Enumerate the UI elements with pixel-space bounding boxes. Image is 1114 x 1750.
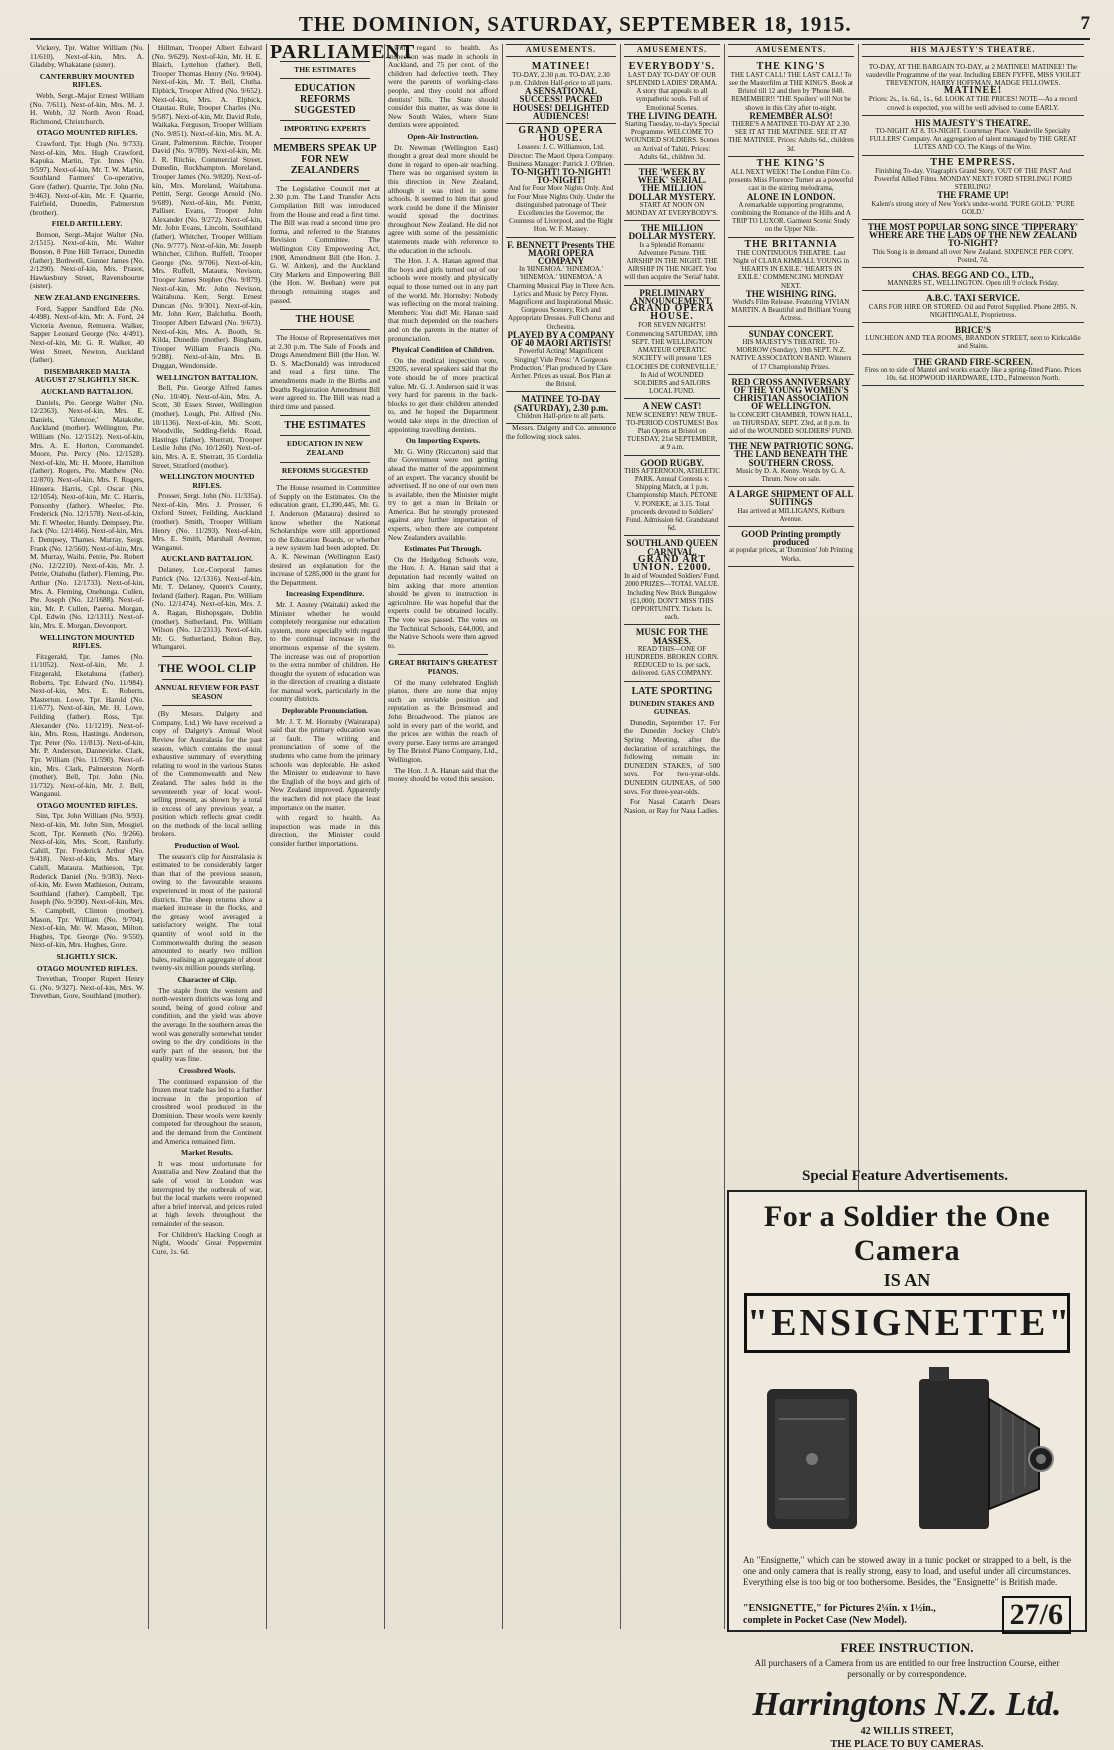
ad-highlight: THE FRAME UP!: [937, 190, 1009, 201]
section-heading: THE ESTIMATES: [294, 64, 356, 74]
advertisement: [506, 392, 616, 424]
paragraph: Of the many celebrated English pianos, there are none that enjoy such an enviable position and reputation as the Brinsmead and John Broadwood. The pianos are sold in every part of the world, and the prices are within the reach of every purse. Easy terms are arranged by The Bristol Piano Company, Ltd., Wellington.: [388, 677, 498, 764]
paragraph: Mr. J. Anstey (Waitaki) asked the Minister whether he would completely reorganise our education system, more especially with regard to the continual increase in the enormous expense of the system. The increase was out of proportion to the extra number of children. He thought the system of education was in the direction of creating a distaste for manual work, particularly in the country districts.: [270, 599, 380, 704]
ad-title: THE NEW PATRIOTIC SONG.: [728, 441, 854, 452]
ad-text: Has arrived at MILLIGAN'S, Kelburn Avenue.: [737, 506, 845, 523]
ad-highlight: TO-NIGHT! TO-NIGHT! TO-NIGHT!: [511, 167, 611, 186]
section-heading: NEW ZEALAND ENGINEERS.: [34, 293, 140, 303]
ad-title: CHAS. BEGG AND CO., LTD.,: [912, 270, 1034, 281]
paragraph: Webb, Sergt.-Major Ernest William (No. 7/611). Next-of-kin, Mrs. M. J. H. Webb, 32 North Avon Road, Richmond, Christchurch.: [30, 90, 144, 126]
ad-text: Children Half-price to all parts.: [516, 411, 606, 420]
folded-camera-icon: [767, 1389, 857, 1529]
ad-text: CARS FOR HIRE OR STORED. Oil and Petrol Supplied. Phone 2895. N. NIGHTINGALE, Proprietress.: [868, 302, 1078, 319]
advertisement: [862, 220, 1084, 268]
ad-highlight: PLAYED BY A COMPANY OF 40 MAORI ARTISTS!: [507, 329, 615, 349]
price-row: [743, 1596, 1071, 1634]
advertisement: [624, 399, 720, 455]
ad-text: TO-DAY, AT THE BARGAIN TO-DAY, at 2 MATINEE! MATINEE! The vaudeville Programme of the year. Including EBEN FYFFE, MISS VIOLET TREVENTON, HARRY HOFFMAN, MADGE FELLOWES.: [865, 62, 1081, 87]
price-label: "ENSIGNETTE," for Pictures 2¼in. x 1½in., complete in Pocket Case (New Model).: [743, 1603, 936, 1626]
article-subheadline: MEMBERS SPEAK UP FOR NEW ZEALANDERS: [273, 142, 377, 176]
advertisement: [506, 124, 616, 238]
section-heading: THE HOUSE: [295, 314, 355, 326]
ad-title: THE EMPRESS.: [930, 156, 1016, 168]
divider: [162, 656, 252, 657]
ad-highlight: A SENSATIONAL SUCCESS! PACKED HOUSES! DELIGHTED AUDIENCES!: [512, 86, 610, 121]
ensignette-camera-ad: [727, 1190, 1087, 1750]
paragraph: The season's clip for Australasia is estimated to be considerably larger than that of the previous season, owing to the favourable seasons experienced in most of the pastoral districts. The sheep returns show a marked increase in the flocks, and the greasy wool averaged a satisfactory weight. The total quantity of wool sold in the Commonwealth during the season amounted to nearly two million bales, realising an aggregate of about twenty-six million pounds sterling.: [152, 851, 262, 973]
column-rule: [502, 44, 503, 1629]
ad-text: Powerful Acting! Magnificent Singing! Vide Press: 'A Gorgeous Production.' Plan produced by Clare Archer. Prices as usual. Box Plan at the Bristol.: [510, 347, 612, 389]
article-subheadline: ANNUAL REVIEW FOR PAST SEASON: [154, 682, 260, 701]
ad-title: PRELIMINARY ANNOUNCEMENT.: [631, 287, 713, 306]
paragraph: with regard to health. As inspection was made in this direction, the Minister could consider further importations.: [270, 813, 380, 848]
column-rule: [620, 44, 621, 1629]
ad-text: In CONCERT CHAMBER, TOWN HALL, on THURSDAY, SEPT. 23rd, at 8 p.m. In aid of the WOUNDED SOLDIERS' FUND.: [729, 410, 853, 435]
paragraph: Prosser, Sergt. John (No. 11/335a). Next-of-kin, Mrs. J. Prosser, 6 Oxford Street, Feilding, Auckland (mother). Smith, Trooper William Henry (No. 11/293). Next-of-kin, Mrs. E. Smith, Marshall Avenue, Wanganui.: [152, 491, 262, 552]
advertisement: [862, 355, 1084, 387]
paragraph: Sim, Tpr. John William (No. 9/93). Next-of-kin, Mr. John Sim, Mosgiel. Scott, Tpr. Kenneth (No. 9/266). Next-of-kin, Mrs. Scott, Ranfurly. Cahill, Tpr. Frederick Arthur (No. 9/418). Next-of-kin, Mrs. Mary Cahill, Mataura. Mathieson, Tpr. Roderick Daniel (No. 9/383). Next-of-kin, Mr. Ewen Mathieson, Outram, Southland (father). Campbell, Tpr. Joseph (No. 9/390). Next-of-kin, Mrs. S. Campbell, Clinton (mother). Mason, Tpr. William (No. 9/704). Next-of-kin, Mr. W. Mason, Milton. Hughes, Tpr. George (No. 9/550). Next-of-kin, Mrs. Hughes, Gore.: [30, 811, 144, 950]
ad-highlight: THE MILLION DOLLAR MYSTERY.: [628, 183, 716, 202]
divider: [280, 309, 370, 310]
divider: [398, 654, 488, 655]
ad-title: THE KING'S: [756, 157, 826, 169]
ad-text: NEW SCENERY! NEW TRUE-TO-PERIOD COSTUMES! Box Plan Opens at Bristol on TUESDAY, 21st SEPTEMBER, at 9 a.m.: [626, 410, 718, 452]
ad-title: A.B.C. TAXI SERVICE.: [926, 293, 1020, 304]
ad-title: A NEW CAST!: [642, 401, 702, 412]
paragraph: Delaney, Lce.-Corporal James Patrick (No. 12/1316). Next-of-kin, Mr. T. Delaney, Queen's County, Ireland (father). Ragan, Pte. William (No. 12/1474). Next-of-kin, Mrs. J. A. Ragan, Bishopsgate, Dublin (mother). Sutherland, Pte. William Wilson (No. 12/2313). Next-of-kin, Mr. G. Sutherland, Bolton Bay, Whangarei.: [152, 565, 262, 652]
price: 27/6: [1002, 1596, 1071, 1634]
advertisement: [728, 157, 854, 238]
paragraph: Hillman, Trooper Albert Edward (No. 9/629). Next-of-kin, Mr. H. E. Blaich, Lyttelton (father). Bell, Trooper Thomas Henry (No. 9/604). Next-of-kin, Mr. T. Bell, Clutha. Elphick, Trooper Alfred (No. 9/652). Next-of-kin, Mrs. A. Elphick, Otautau. Rule, Trooper Charles (No. 9/587). Next-of-kin, Mr. David Rule, Waikaka. Ferguson, Trooper William (No. 9/851). Next-of-kin, Mrs. M. A. Grant, Palmerston. Ritchie, Trooper David (No. 9/789). Next-of-kin, Mr. J. R. Ritchie, Commercial Street, Dunedin, Rockhampton. Moreland, Trooper James (No. 9/820). Next-of-kin, Mrs. Moreland, Waitahuna. Pettitt, Sergt. George Arnold (No. 9/689). Next-of-kin, Mr. Pettitt, Palliser. Evans, Trooper John Alexander (No. 9/272). Next-of-kin, Mr. John Evans, Lincoln, Southland (father). Whitcher, Trooper William (No. 9/777). Next-of-kin, Mr. Joseph Whitcher, Clifton. Ruffell, Trooper George (No. 9/706). Next-of-kin, Mrs. Ruffell, Mataura. Nevison, Trooper James Stephen (No. 9/879). Next-of-kin, Mr. John Nevison, Waitahuna. Kerr, Sergt. Ernest Duncan (No. 9/301). Next-of-kin, Mr. John Kerr, Balclutha. Booth, Trooper Albert Edward (No. 9/673). Next-of-kin, Mrs. A. Booth, St. Kilda, Dunedin (mother). Bingham, Trooper William Francis (No. 9/288). Next-of-kin, Mrs. B. Duggan, Wendonside.: [152, 43, 262, 370]
section-heading: WELLINGTON MOUNTED RIFLES.: [159, 472, 255, 490]
divider: [280, 180, 370, 181]
paragraph: Trevethan, Trooper Rupert Henry G. (No. 9/327). Next-of-kin, Mrs. W. Trevethan, Gore, Southland (mother).: [30, 974, 144, 1001]
ad-title: A LARGE SHIPMENT OF ALL SUITINGS: [728, 489, 854, 508]
column-1: [30, 44, 144, 1629]
column-7: [728, 44, 854, 1164]
ad-text: A remarkable supporting programme, combining the Romance of the Hills and A TRIP TO LUXOR. Garment Scenic Study on the Upper Nile.: [731, 200, 851, 234]
ad-highlight: ALONE IN LONDON.: [746, 191, 836, 202]
column-rule: [266, 44, 267, 1629]
advertisement: [728, 487, 854, 527]
advertisement: [728, 60, 854, 157]
ensignette-banner: "ENSIGNETTE": [744, 1293, 1070, 1353]
ad-text: Starting Tuesday, to-day's Special Programme. WELCOME TO WOUNDED SOLDIERS. Scenes on Arrival of Tahiti. Prices: Adults 6d., children 3d.: [624, 120, 720, 161]
divider: [280, 138, 370, 139]
camera-illustration: [749, 1359, 1065, 1549]
ad-text: Music by D. A. Kenny. Words by G. A. Thrum. Now on sale.: [736, 466, 846, 483]
ad-title: THE MOST POPULAR SONG SINCE 'TIPPERARY': [867, 222, 1079, 233]
section-header: AMUSEMENTS.: [728, 44, 854, 57]
ad-text: Is a Splendid Romantic Adventure Picture. THE AIRSHIP IN THE NIGHT. THE AIRSHIP IN THE NIGHT. You will then acquire the 'Serial' habit.: [624, 240, 720, 282]
ad-title: GOOD Printing promptly produced: [741, 528, 841, 548]
free-instruction-title: FREE INSTRUCTION.: [840, 1640, 974, 1655]
paragraph: Daniels, Pte. George Walter (No. 12/2363). Next-of-kin, Mrs. E. Daniels, 'Glencoe,' Matakohe, Auckland (mother). Wellington, Pte. William (No. 12/1512). Next-of-kin, Mrs. A. E. Horton, Coromandel. Moore, Pte. Percy (No. 12/1528). Next-of-kin, Mr. H. Moore, Hamilton (father). Rogers, Pte. Matthew (No. 12/870). Next-of-kin, Mrs. F. Rogers, Hinuera. Harris, Cpl. Oscar (No. 12/1054). Next-of-kin, Mr. C. Harris, Ponsonby (father). Wheeler, Pte. Frederick (No. 12/1578). Next-of-kin, Mr. F. Wheeler, Huntly. Dempsey, Pte. Jack (No. 12/1466). Next-of-kin, Mrs. J. Dempsey, Thames. Murray, Sergt. Frank (No. 12/560). Next-of-kin, Mrs. M. Murray, Waihi. Petrie, Pte. Robert (No. 12/2210). Next-of-kin, Mr. J. Petrie, Otahuhu (father). Fleming, Pte. Arthur (No. 12/1733). Next-of-kin, Mrs. A. Fleming, Onehunga. Cullen, Pte. Joseph (No. 12/1688). Next-of-kin, Mr. P. Cullen, Paeroa. Morgan, Cpl. Edwin (No. 12/1311). Next-of-kin, Mrs. E. Morgan, Devonport.: [30, 397, 144, 630]
ad-headline: For a Soldier the One Camera: [763, 1200, 1051, 1267]
ad-title: THE GRAND FIRE-SCREEN.: [913, 356, 1033, 367]
paragraph: Crawford, Tpr. Hugh (No. 9/733). Next-of-kin, Mrs. Hugh Crawford, Kapuka. Martin, Tpr. Innes (No. 9/597). Next-of-kin, Mr. T. W. Martin, Southland Farmers' Co-operative, Gore (father). Quarrie, Tpr. John (No. 9/463). Next-of-kin, Mr. F. Quarrie, Fairfield, Dunedin, Palmerston (brother).: [30, 138, 144, 217]
paragraph: For Children's Hacking Cough at Night, Woods' Great Peppermint Cure, 1s. 6d.: [152, 1229, 262, 1256]
column-rule: [384, 44, 385, 1629]
ad-title: HIS MAJESTY'S THEATRE.: [915, 117, 1031, 128]
column-4: [388, 44, 498, 1629]
ad-text: And for Four More Nights Only. And for Four More Nights Only. Under the distinguished patronage of Their Excellencies the Governor, the Countess of Liverpool, and the Right Hon. W. F. Massey.: [507, 184, 615, 234]
ad-title: RED CROSS ANNIVERSARY OF THE YOUNG WOMEN'S CHRISTIAN ASSOCIATION OF WELLINGTON.: [731, 376, 851, 412]
advertisement: [624, 286, 720, 400]
advertisement: [728, 527, 854, 567]
advertisement: [728, 439, 854, 487]
advertisement: [862, 60, 1084, 116]
ad-highlight: REMEMBER ALSO!: [749, 110, 833, 121]
advertisement: [624, 536, 720, 625]
section-heading: THE ESTIMATES: [284, 420, 366, 432]
paragraph: The staple from the western and north-western districts was long and sound, being of good colour and condition, and the yield was above the average. In the southern areas the wool was generally somewhat tender owing to the dry conditions in the early part of the season, but the quality was fine.: [152, 985, 262, 1064]
ad-title: BRICE'S: [954, 325, 991, 336]
column-5: [506, 44, 616, 1629]
paragraph: The Legislative Council met at 2.30 p.m. The Land Transfer Acts Compilation Bill was introduced from the House and read a first time. The Bill was read a second time pro forma, and referred to the Statutes Revision Committee. The Wellington City Empowering Act, 1908, Amendment Bill (the Hon. J. G. W. Aitken), and the Auckland City Markets and Empowering Bill (the Hon. W. Beehan) were put through remaining stages and passed.: [270, 183, 380, 305]
section-heading: OTAGO MOUNTED RIFLES.: [36, 128, 138, 138]
divider: [162, 705, 252, 706]
page-number: 7: [1080, 13, 1090, 34]
ad-text: ALL NEXT WEEK! The London Film Co. presents Miss Florence Turner as a powerful cast in the stirring melodrama,: [728, 168, 854, 193]
section-heading: OTAGO MOUNTED RIFLES.: [36, 800, 138, 810]
section-heading: AUCKLAND BATTALION.: [40, 386, 134, 396]
article-headline: LATE SPORTING: [631, 685, 713, 697]
article-headline: PARLIAMENT: [270, 41, 416, 63]
paragraph: Mr. J. T. M. Hornsby (Wairarapa) said that the primary education was at fault. The writing and pronunciation of some of the students who came from the primary schools was deplorable. He asked the Minister to endeavour to have the English of the boys and girls of New Zealand improved. Apparently the teachers did not place the least importance on the matter.: [270, 716, 380, 812]
paragraph: The Hon. J. A. Hanan agreed that the boys and girls turned out of our schools were mostly and physically equal to those turned out in any part of the world. Mr. Hornsby: Nobody was reflecting on the moral training. Members: You did! Mr. Hanan said that much depended on the teachers and on the parents in the matter of pronunciation.: [388, 256, 498, 343]
advertisement: [862, 323, 1084, 355]
ad-text: TO-NIGHT AT 8. TO-NIGHT. Courtenay Place. Vaudeville Specialty FULLERS' Company. An aggregation of talent managed by THE GREAT LUTES AND CO. The Kings of the Wire.: [869, 127, 1077, 152]
ad-text: START AT NOON ON MONDAY AT EVERYBODY'S.: [626, 200, 718, 218]
store-address: 42 WILLIS STREET,: [860, 1726, 954, 1737]
divider: [280, 479, 370, 480]
paragraph: with regard to health. As inspection was made in schools in Auckland, and 75 per cent. of the children had defective teeth. They were the parents of working-class people, and they could not afford dentists' bills. The State should consider this matter, as was done in New South Wales, where State dentists were appointed.: [388, 43, 498, 130]
paragraph: Ford, Sapper Sandford Ede (No. 4/498). Next-of-kin, Mr. A. Ford, 24 Victoria Avenue, Remuera. Walker, Sapper Leonard George (No. 4/491). Next-of-kin, Mr. G. R. Walker, 40 West Street, Newton, Auckland (father).: [30, 303, 144, 365]
divider: [280, 462, 370, 463]
paragraph: Mr. G. Witty (Riccarton) said that the Government were not getting ahead the matter of the appointment of an expert. The vacancy should be advertised. If no one of our own men is available, then the Minister might try to get a man in Britain or America. But he strongly protested against any further importation of experts, when there are competent New Zealanders available.: [388, 446, 498, 542]
ad-text: HIS MAJESTY'S THEATRE. TO-MORROW (Sunday), 19th SEPT. N.Z. NATIVE ASSOCIATION BAND. Winners of 17 Championship Prizes.: [730, 337, 852, 371]
advertisement: [728, 238, 854, 327]
ad-title: SUNDAY CONCERT.: [748, 328, 834, 339]
ad-title: MATINEE TO-DAY (SATURDAY), 2.30 p.m.: [513, 394, 608, 413]
divider: [280, 78, 370, 79]
ad-highlight: THE LAND BENEATH THE SOUTHERN CROSS.: [734, 449, 848, 468]
article-subheadline: EDUCATION IN NEW ZEALAND: [286, 439, 364, 458]
ad-title: MUSIC FOR THE MASSES.: [635, 627, 709, 646]
paragraph: The continued expansion of the frozen meat trade has led to a further increase in the proportion of crossbred wool produced in the Dominion. These wools were keenly competed for throughout the season, and the demand from the Continent and America remained firm.: [152, 1076, 262, 1146]
ad-title: EVERYBODY'S.: [628, 60, 716, 72]
article-headline: THE WOOL CLIP: [158, 660, 256, 675]
advertisement: [862, 156, 1084, 220]
ad-subheadline: IS AN: [883, 1270, 931, 1290]
ad-highlight: THE WISHING RING.: [745, 288, 837, 299]
paragraph: Bonson, Sergt.-Major Walter (No. 2/1515). Next-of-kin, Mr. Walter Bonson, 8 Pine Hill Terrace, Dunedin (father). Bothwell, Gunner James (No. 2/1290). Next-of-kin, Mrs. Prasor, Hawkesbury Street, Ravensbourne (sister).: [30, 229, 144, 291]
ad-text: In 'HINEMOA.' 'HINEMOA.' 'HINEMOA.' 'HINEMOA.' A Charming Musical Play in Three Acts. Lyrics and Music by Percy Flynn. Magnificent and Inspirational Music. Gorgeous Scenery, Rich and Appropriate Dresses. Full Chorus and Orchestra.: [507, 265, 615, 331]
advertisement: [624, 625, 720, 681]
section-header: AMUSEMENTS.: [506, 44, 616, 57]
ad-title: SOUTHLAND QUEEN CARNIVAL.: [626, 538, 718, 557]
divider: [280, 435, 370, 436]
advertisement: [624, 456, 720, 537]
ad-text: FOR SEVEN NIGHTS! Commencing SATURDAY, 18th SEPT. THE WELLINGTON AMATEUR OPERATIC SOCIETY will present 'LES CLOCHES DE CORNEVILLE.' In Aid of WOUNDED SOLDIERS and SAILORS LOCAL FUND.: [626, 321, 718, 396]
column-3: [270, 41, 416, 1629]
ad-text: Finishing To-day. Vitagraph's Grand Story, 'OUT OF THE PAST' And Powerful Allied Films. MONDAY NEXT! FORD STERLING! FORD STERLING!: [874, 166, 1072, 192]
ad-text: Prices: 2s., 1s. 6d., 1s., 6d. LOOK AT THE PRICES! NOTE—As a record crowd is expected, you will be well advised to come EARLY.: [868, 95, 1078, 112]
section-heading: Crossbred Wools.: [178, 1065, 236, 1075]
ad-highlight: WHERE ARE THE LADS OF THE NEW ZEALAND TO-NIGHT?: [869, 230, 1077, 249]
advertisement: [862, 268, 1084, 291]
section-heading: Character of Clip.: [177, 974, 237, 984]
column-2: [152, 44, 262, 1629]
ad-title: GRAND OPERA HOUSE.: [518, 125, 604, 145]
advertisement: [862, 291, 1084, 323]
divider: [162, 679, 252, 680]
ad-text: World's Film Release. Featuring VIVIAN MARTIN. A Beautiful and Brilliant Young Actress.: [731, 298, 851, 323]
advertisement: [624, 165, 720, 221]
free-instruction-text: All purchasers of a Camera from us are entitled to our free Instruction Course, either personally or by correspondence.: [754, 1658, 1060, 1679]
section-heading: WELLINGTON MOUNTED RIFLES.: [39, 632, 135, 651]
article-subheadline: DUNEDIN STAKES AND GUINEAS.: [629, 698, 715, 717]
section-heading: REFORMS SUGGESTED: [281, 465, 369, 475]
special-feature-heading: Special Feature Advertisements.: [802, 1168, 1008, 1184]
section-header: HIS MAJESTY'S THEATRE.: [862, 44, 1084, 57]
masthead: [30, 10, 1090, 40]
ad-title: THE MILLION DOLLAR MYSTERY.: [628, 223, 716, 242]
paragraph: It was most unfortunate for Australia and New Zealand that the sale of wool in London was interrupted by the outbreak of war, but the local markets were reopened after a brief interval, and prices ruled at high levels throughout the remainder of the season.: [152, 1158, 262, 1228]
ad-text: In aid of Wounded Soldiers' Fund. 2000 PRIZES—TOTAL VALUE. Including New Brick Bungalow (£1,000). DON'T MISS THIS OPPORTUNITY. Tickets 1s. each.: [624, 572, 720, 622]
section-header: AMUSEMENTS.: [624, 44, 720, 57]
ad-text: THE LAST CALL! THE LAST CALL! To see the Masterfilm at THE KING'S. Book at Bristol till 12 and then by 'Phone 848. REMEMBER!! 'THE Spoilers' will Not be shown in this City after to-night.: [729, 70, 853, 112]
section-heading: WELLINGTON BATTALION.: [156, 372, 258, 382]
advertisement: [624, 221, 720, 285]
camera-icon: [749, 1359, 1065, 1549]
advertisement: [728, 327, 854, 375]
ad-highlight: GRAND OPERA HOUSE.: [629, 303, 715, 323]
section-heading: Production of Wool.: [174, 841, 240, 851]
paragraph: The Hon. J. A. Hanan said that the money should be voted this session.: [388, 765, 498, 784]
extended-camera-icon: [919, 1367, 1053, 1529]
paragraph: (By Messrs. Dalgety and Company, Ltd.) We have received a copy of Dalgety's Annual Wool Review for Australasia for the past season, which contains the usual exhaustive summary of everything relating to wool in the various States of the Commonwealth and New Zealand. The sales held in the seventeenth year of local wool-selling present, as shown by a total in excess of any previous year, a position which reflects great credit on the methods of the local selling brokers.: [152, 709, 262, 839]
column-rule: [724, 44, 725, 1629]
ad-text: READ THIS—ONE OF HUNDREDS. BROKEN CORN. REDUCED to 1s. per sack, delivered. GAS COMPANY.: [625, 644, 719, 678]
ad-highlight: GRAND ART UNION. £2000.: [632, 553, 712, 573]
article-subheadline: EDUCATION REFORMS SUGGESTED: [294, 83, 356, 117]
ad-text: LUNCHEON AND TEA ROOMS, BRANDON STREET, next to Kirkcaldie and Stains.: [865, 334, 1081, 351]
ad-title: THE KING'S: [756, 60, 826, 72]
section-heading: DISEMBARKED MALTA AUGUST 27 SLIGHTLY SICK.: [35, 366, 139, 385]
divider: [280, 329, 370, 330]
paragraph: Vickery, Tpr. Walter William (No. 11/610). Next-of-kin, Mrs. A. Gladsby, Whakatane (sister).: [30, 43, 144, 70]
divider: [280, 415, 370, 416]
divider: [280, 120, 370, 121]
section-heading: On Importing Experts.: [405, 436, 481, 446]
ad-highlight: MATINEE!: [943, 85, 1003, 97]
column-8: [862, 44, 1084, 1164]
section-heading: Market Results.: [181, 1148, 233, 1158]
ad-title: THE BRITANNIA: [744, 238, 838, 250]
ad-text: Fires on to side of Mantel and works exactly like a spring-fitted Piano. Prices 10s. 6d. HOPWOOD HARDWARE, LTD., Palmerston North.: [864, 365, 1082, 383]
section-heading: IMPORTING EXPERTS: [284, 124, 366, 134]
section-heading: Estimates Put Through.: [404, 544, 482, 554]
ad-text: Lessees: J. C. Williamson, Ltd. Director: The Maori Opera Company. Business Manager: Patrick J. O'Brien.: [507, 143, 615, 168]
paragraph: On the medical inspection vote, £9205, several speakers said that the vote should be of more practical value. Mr. G. J. Anderson said it was very hard for parents in the back-blocks to get their children attended to, and he hoped the Department would take steps in the direction of appointing travelling dentists.: [388, 355, 498, 434]
ad-text: MANNERS ST., WELLINGTON. Open till 9 o'clock Friday.: [887, 279, 1059, 288]
paragraph: For Nasal Catarrh Dears Nasion, or Ray for Nasa Ladies.: [624, 797, 720, 815]
advertisement: [728, 375, 854, 439]
section-heading: Open-Air Instruction.: [407, 131, 479, 141]
paragraph: Dunedin, September 17. For the Dunedin Jockey Club's Spring Meeting, after the declaration of scratchings, the following remain in: DUNEDIN STAKES, of 500 sovs. For two-year-olds. DUNEDIN GUINEAS, of 500 sovs. For three-year-olds.: [624, 717, 720, 796]
ad-text: at popular prices, at 'Dominion' Job Printing Works.: [729, 546, 853, 563]
section-heading: FIELD ARTILLERY.: [51, 219, 123, 229]
paragraph: Dr. Newman (Wellington East) thought a great deal more should be done in regard to open-air teaching. There was no organised system in this direction in New Zealand, although it was tried in some schools. It seemed to him that good work could be done if the Minister would spread the doctrines throughout New Zealand. He did not agree with some of the pessimistic statements made with reference to the education in the schools.: [388, 142, 498, 255]
section-heading: AUCKLAND BATTALION.: [160, 554, 254, 564]
section-heading: Increasing Expenditure.: [285, 589, 365, 599]
paragraph: On the Hedgehog Schools vote, the Hon. J. A. Hanan said that a deputation had recently waited on him asking that more attention should be given to instruction in agriculture. He was hopeful that the experts could be obtained locally. The vote was passed. The votes on the Technical Schools, £44,000, and the Native Schools were then agreed to.: [388, 554, 498, 650]
advertisement: [506, 238, 616, 393]
ad-text: THE CONTINUOUS THEATRE. Last Night of CLARA KIMBALL YOUNG in 'HEARTS IN EXILE.' 'HEARTS IN EXILE.' COMMENCING MONDAY NEXT.: [733, 248, 849, 290]
ad-text: THIS AFTERNOON, ATHLETIC PARK. Annual Contests v. Shipping Match, at 1 p.m. Championship Match. PETONE V. PONEKE, at 3.15. Total proceeds devoted to Soldiers' Fund. Admission 6d. Grandstand 6d.: [624, 466, 720, 533]
section-heading: OTAGO MOUNTED RIFLES.: [36, 963, 138, 973]
article-headline: GREAT BRITAIN'S GREATEST PIANOS.: [388, 658, 498, 676]
paragraph: The House of Representatives met at 2.30 p.m. The Sale of Foods and Drugs Amendment Bill (the Hon. W. D. S. MacDonald) was introduced and read a first time. The amendments made in the Births and Deaths Registration Amendment Bill were agreed to. The Bill was read a third time and passed.: [270, 333, 380, 411]
ad-title: F. BENNETT Presents THE MAORI OPERA COMPANY: [507, 239, 615, 267]
paragraph: Bell, Pte. George Alfred James (No. 10/40). Next-of-kin, Mrs. A. Scott, 30 Essex Street, Wellington (mother). Lough, Pte. Alfred (No. 10/1136). Next-of-kin, Mr. Scott, Woodville, Sedding-fields Road, Hastings (father). Sherratt, Trooper Leslie John (No. 10/1260). Next-of-kin, Mrs. A. E. Sherratt, 35 Cordelia Street, Stratford (mother).: [152, 383, 262, 470]
column-rule: [148, 44, 149, 1629]
ad-title: THE 'WEEK BY WEEK' SERIAL.: [637, 167, 707, 186]
advertisement: [862, 116, 1084, 156]
advertisement: [506, 60, 616, 124]
harringtons-logo: Harringtons N.Z. Ltd.: [752, 1686, 1062, 1723]
ad-highlight: THE LIVING DEATH.: [626, 110, 718, 121]
ad-title: MATINEE!: [531, 60, 591, 72]
advertisement: [624, 60, 720, 165]
ad-text: Kalem's strong story of New York's under-world. 'PURE GOLD.' 'PURE GOLD.': [871, 199, 1075, 216]
paragraph: The House resumed in Committee of Supply on the Estimates. On the education grant, £1,390,445, Mr. G. J. Anderson (Mataura) desired to know whether the National Scholarships were still apportioned to the Education Boards, or whether a new system had been adopted. Dr. A. K. Newman (Wellington East) desired an explanation for the increase of £285,000 in the grant for the Department.: [270, 483, 380, 587]
store-tagline: THE PLACE TO BUY CAMERAS.: [830, 1739, 984, 1750]
paragraph: Fitzgerald, Tpr. James (No. 11/1052). Next-of-kin, Mr. J. Fitzgerald, Eketahuna (father). Roberts, Tpr. Edward (No. 11/984). Next-of-kin, Mrs. E. Roberts, Masterton. Lowe, Tpr. Harold (No. 11/677). Next-of-kin, Mr. H. Lowe, Feilding (father). Ross, Tpr. Alexander (No. 11/1219). Next-of-kin, Mrs. Ross, Hastings. Anderson, Tpr. Peter (No. 11/813). Next-of-kin, Mr. P. Anderson, Dannevirke. Clark, Tpr. William (No. 11/590). Next-of-kin, Mrs. Clark, Palmerston North (mother). Bell, Tpr. John (No. 11/732). Next-of-kin, Mr. J. Bell, Wanganui.: [30, 651, 144, 799]
ad-text: THERE'S A MATINEE TO-DAY AT 2.30. SEE IT AT THE MATINEE. SEE IT AT THE MATINEE. Prices: Adults 6d., children 3d.: [728, 120, 854, 153]
section-heading: Deplorable Pronunciation.: [282, 706, 368, 716]
column-6: [624, 44, 720, 1629]
ad-body: An "Ensignette," which can be stowed away in a tunic pocket or strapped to a belt, is the one and only camera that is really strong, easy to load, and useful under all circumstances. Everything else is too big or too bothersome. Besides, the "Ensignette" is British made.: [743, 1555, 1071, 1587]
ad-text: TO-DAY, 2.30 p.m. TO-DAY, 2.30 p.m. Children Half-price to all parts.: [509, 70, 613, 87]
ad-title: GOOD RUGBY.: [640, 457, 704, 468]
section-heading: CANTERBURY MOUNTED RIFLES.: [39, 71, 135, 90]
ad-text: LAST DAY TO-DAY OF OUR SPLENDID LADIES' DRAMA. A story that appeals to all sympathetic souls. Full of Emotional Scenes.: [626, 70, 718, 112]
section-heading: Physical Condition of Children.: [391, 345, 495, 355]
paragraph: Messrs. Dalgety and Co. announce the following stock sales.: [506, 422, 616, 441]
newspaper-title: THE DOMINION, SATURDAY, SEPTEMBER 18, 1915.: [298, 11, 852, 36]
section-heading: SLIGHTLY SICK.: [56, 951, 118, 961]
ad-text: This Song is in demand all over New Zealand. SIXPENCE PER COPY. Posted, 7d.: [872, 247, 1074, 264]
